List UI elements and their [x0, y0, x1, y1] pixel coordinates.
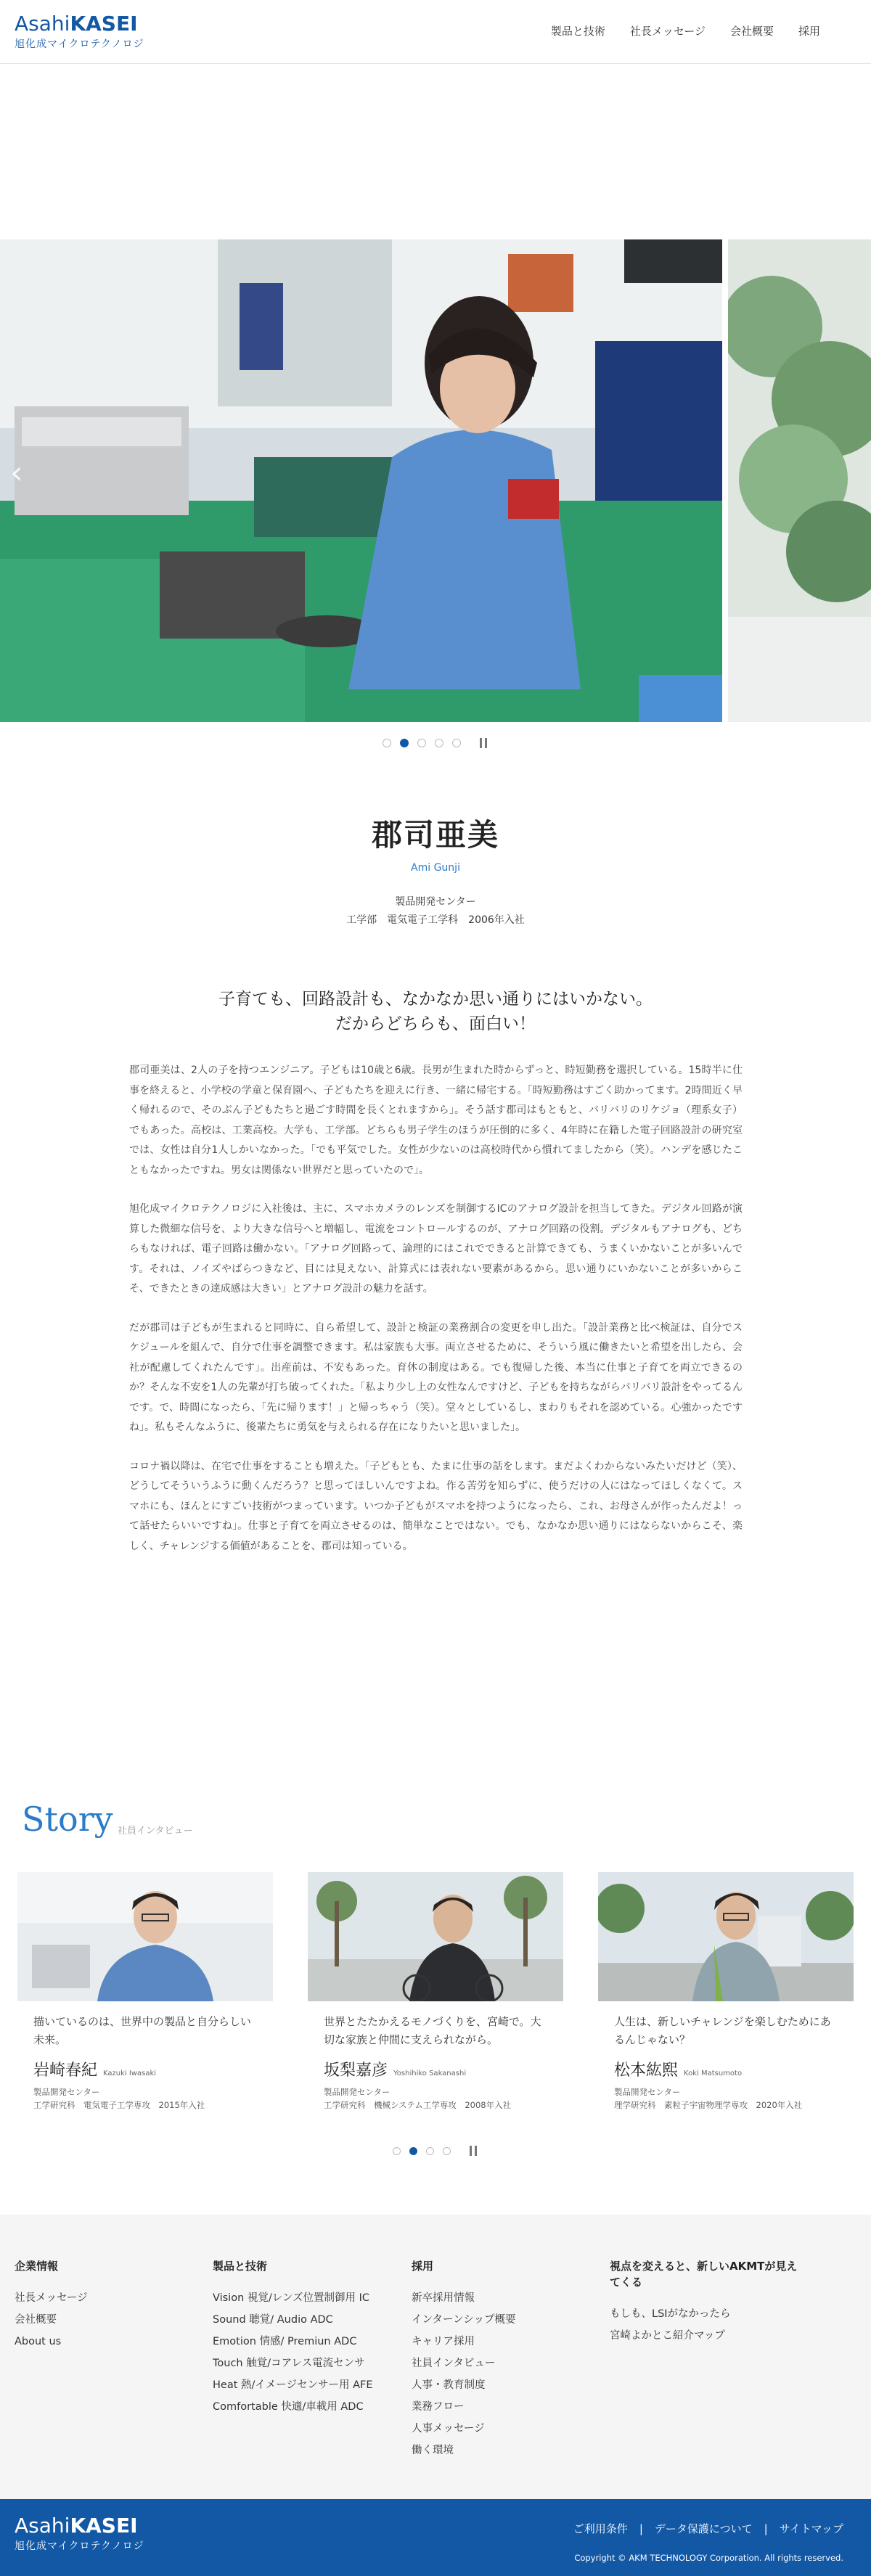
hero-photo-illustration	[0, 239, 722, 722]
site-footer	[0, 2215, 871, 2499]
article-paragraph: だが郡司は子どもが生まれると同時に、自ら希望して、設計と検証の業務割合の変更を申し出た。「設計業務と比べ検証は、自分でスケジュールを組んで、自分で仕事を調整できます。私は家族も大事。両立させるために、そういう風に働きたいと希望を出したら、会社が配慮してくれたんです」。出産前は、不安もあった。育休の制度はある。でも復帰した後、本当に仕事と子育てを両立できるのか？そんな不安を1人の先輩が打ち破ってくれた。「私より少し上の女性なんですけど、子どもを持ちながらバリバリ設計をやってるんです。で、時間になったら、「先に帰ります！」と帰っちゃう（笑）。堂々としているし、まわりもそれを認めている。心強かったですね」。私もそんなふうに、後輩たちに勇気を与えられる存在になりたいと思いました」。	[129, 1321, 743, 1433]
footer-link[interactable]: 人事・教育制度	[412, 2379, 486, 2391]
story-photo-illustration	[17, 1872, 273, 2001]
footer-column-products	[213, 2258, 401, 2418]
interview-article	[129, 1061, 743, 1575]
story-person-name: 岩崎春紀 Kazuki Iwasaki	[33, 2062, 157, 2080]
story-person-career: 工学研究科 機械システム工学専攻 2008年入社	[324, 2100, 512, 2110]
link-separator: |	[764, 2522, 768, 2535]
hero-dot-4[interactable]	[435, 739, 443, 747]
story-person-name: 松本紘熙 Koki Matsumoto	[614, 2062, 743, 2080]
sitemap-link[interactable]: サイトマップ	[779, 2522, 843, 2535]
footer-heading: 製品と技術	[213, 2260, 268, 2273]
story-photo	[308, 1872, 563, 2001]
link-separator: |	[639, 2522, 643, 2535]
pause-icon[interactable]	[468, 2146, 478, 2156]
nav-company-overview[interactable]: 会社概要	[729, 25, 774, 38]
story-person-career: 理学研究科 素粒子宇宙物理学専攻 2020年入社	[614, 2100, 803, 2110]
global-nav	[551, 23, 820, 38]
lead-line-1: 子育ても、回路設計も、なかなか思い通りにはいかない。	[218, 990, 653, 1009]
privacy-link[interactable]: データ保護について	[654, 2522, 753, 2535]
footer-link[interactable]: Emotion 情感/ Premiun ADC	[213, 2336, 357, 2347]
nav-president-message[interactable]: 社長メッセージ	[629, 25, 706, 38]
carousel-prev-arrow[interactable]: ‹	[10, 454, 23, 491]
hero-pagination	[0, 734, 871, 752]
hero-photo-engineer	[0, 239, 722, 722]
footer-heading: 視点を変えると、新しいAKMTが見えてくる	[610, 2260, 798, 2289]
footer-logo[interactable]	[15, 2515, 144, 2553]
footer-heading: 採用	[412, 2260, 434, 2273]
story-dot-4[interactable]	[443, 2147, 451, 2155]
copyright: Copyright © AKM TECHNOLOGY Corporation. All rights reserved.	[574, 2553, 843, 2563]
hero-photo-next[interactable]	[728, 239, 871, 722]
story-card-matsumoto[interactable]	[598, 1872, 854, 2141]
story-person-department: 製品開発センター	[33, 2087, 100, 2097]
story-card-sakanashi[interactable]	[308, 1872, 563, 2141]
footer-link[interactable]: 人事メッセージ	[412, 2423, 485, 2435]
footer-link[interactable]: 社長メッセージ	[15, 2292, 88, 2304]
story-photo	[598, 1872, 854, 2001]
logo-subtitle: 旭化成マイクロテクノロジ	[15, 38, 144, 50]
footer-column-perspective	[610, 2258, 798, 2347]
footer-link[interactable]: Sound 聴覚/ Audio ADC	[213, 2314, 333, 2326]
story-dot-2[interactable]	[409, 2147, 417, 2155]
story-heading: Story	[22, 1800, 113, 1839]
logo-subtitle: 旭化成マイクロテクノロジ	[15, 2540, 144, 2552]
employee-department: 製品開発センター	[395, 896, 476, 908]
footer-link[interactable]: Heat 熱/イメージセンサー用 AFE	[213, 2379, 373, 2391]
footer-legal-links	[573, 2521, 843, 2536]
footer-link[interactable]: 社員インタビュー	[412, 2358, 496, 2369]
pause-icon[interactable]	[478, 738, 488, 748]
footer-link[interactable]: インターンシップ概要	[412, 2314, 516, 2326]
story-person-career: 工学研究科 電気電子工学専攻 2015年入社	[33, 2100, 205, 2110]
footer-link[interactable]: キャリア採用	[412, 2336, 475, 2347]
story-pagination	[0, 2144, 871, 2158]
story-person-department: 製品開発センター	[324, 2087, 390, 2097]
nav-recruit[interactable]: 採用	[798, 25, 820, 38]
footer-link[interactable]: Comfortable 快適/車載用 ADC	[213, 2401, 364, 2413]
footer-link[interactable]: Vision 視覚/レンズ位置制御用 IC	[213, 2292, 369, 2304]
story-person-department: 製品開発センター	[614, 2087, 681, 2097]
story-carousel	[17, 1872, 871, 2141]
article-paragraph: コロナ禍以降は、在宅で仕事をすることも増えた。「子どもとも、たまに仕事の話をします。まだよくわからないみたいだけど（笑）、どうしてそういうふうに動くんだろう？と思ってほしいんですよね。作る苦労を知らずに、使うだけの人にはなってほしくなくて。スマホにも、ほんとにすごい技術がつまっています。いつか子どもがスマホを持つようになったら、これ、お母さんが作ったんだよ！って話せたらいいですね」。仕事と子育てを両立させるのは、簡単なことではない。でも、なかなか思い通りにはならないからこそ、楽しく、チャレンジする価値があることを、郡司は知っている。	[129, 1460, 743, 1552]
article-paragraph: 郡司亜美は、2人の子を持つエンジニア。子どもは10歳と6歳。長男が生まれた時からずっと、時短勤務を選択している。15時半に仕事を終えると、小学校の学童と保育園へ、子どもたちを迎えに行き、一緒に帰宅する。「時短勤務はすごく助かってます。2時間近く早く帰れるので、そのぶん子どもたちと過ごす時間を長くとれますから」。そう話す郡司はもともと、バリバリのリケジョ（理系女子）でもあった。高校は、工業高校。大学も、工学部。どちらも男子学生のほうが圧倒的に多く、4年時に在籍した電子回路設計の研究室では、女性は自分1人しかいなかった。「でも平気でした。女性が少ないのは高校時代から慣れてましたから（笑）。ハンデを感じたこともなかったですね。男女は関係ない世界だと思っていたので」。	[129, 1065, 743, 1176]
story-quote: 描いているのは、世界中の製品と自分らしい未来。	[33, 2015, 252, 2046]
hero-dot-2[interactable]	[400, 739, 409, 747]
employee-name: 郡司亜美	[371, 817, 499, 853]
footer-link[interactable]: 新卒採用情報	[412, 2292, 475, 2304]
company-logo[interactable]	[15, 13, 167, 52]
site-header	[0, 0, 871, 64]
story-dot-1[interactable]	[393, 2147, 401, 2155]
story-subheading: 社員インタビュー	[118, 1826, 193, 1837]
story-photo-illustration	[598, 1872, 854, 2001]
story-photo-illustration	[308, 1872, 563, 2001]
story-quote: 世界とたたかえるモノづくりを、宮崎で。大切な家族と仲間に支えられながら。	[324, 2015, 541, 2046]
footer-link[interactable]: 業務フロー	[412, 2401, 465, 2413]
employee-name-en: Ami Gunji	[411, 862, 460, 874]
hero-dot-3[interactable]	[417, 739, 426, 747]
footer-bottom-bar	[0, 2499, 871, 2576]
footer-link[interactable]: もしも、LSIがなかったら	[610, 2308, 731, 2320]
logo-wordmark: AsahiKASEI	[15, 12, 138, 36]
interview-lead	[0, 987, 871, 1036]
footer-link[interactable]: 会社概要	[15, 2314, 57, 2326]
logo-wordmark: AsahiKASEI	[15, 2514, 138, 2538]
nav-products[interactable]: 製品と技術	[550, 25, 605, 38]
story-card-iwasaki[interactable]	[17, 1872, 273, 2141]
article-paragraph: 旭化成マイクロテクノロジに入社後は、主に、スマホカメラのレンズを制御するICのアナログ設計を担当してきた。デジタル回路が演算した微細な信号を、より大きな信号へと増幅し、電流をコントロールするのが、アナログ回路の役割。デジタルもアナログも、どちらもなければ、電子回路は働かない。「アナログ回路って、論理的にはこれでできると計算できても、うまくいかないことが多いんです。それは、ノイズやばらつきなど、目には見えない、計算式には表れない要素があるから。思い通りにいかないことが多いからこそ、できたときの達成感は大きい」とアナログ設計の魅力を話す。	[129, 1203, 743, 1295]
footer-link[interactable]: Touch 触覚/コアレス電流センサ	[213, 2358, 365, 2369]
terms-link[interactable]: ご利用条件	[573, 2522, 628, 2535]
hero-dot-5[interactable]	[452, 739, 461, 747]
footer-heading: 企業情報	[15, 2260, 59, 2273]
hero-dot-1[interactable]	[383, 739, 391, 747]
footer-link[interactable]: About us	[15, 2336, 62, 2347]
story-photo	[17, 1872, 273, 2001]
footer-column-company	[15, 2258, 189, 2353]
employee-career: 工学部 電気電子工学科 2006年入社	[346, 914, 525, 926]
hero-carousel	[0, 239, 871, 722]
footer-link[interactable]: 宮崎よかとこ紹介マップ	[610, 2330, 725, 2342]
lead-line-2: だからどちらも、面白い！	[335, 1014, 536, 1033]
story-dot-3[interactable]	[426, 2147, 434, 2155]
hero-next-illustration	[728, 239, 871, 722]
story-person-name: 坂梨嘉彦 Yoshihiko Sakanashi	[324, 2062, 467, 2080]
story-quote: 人生は、新しいチャレンジを楽しむためにあるんじゃない？	[614, 2015, 831, 2046]
footer-link[interactable]: 働く環境	[412, 2445, 454, 2456]
footer-column-recruit	[412, 2258, 586, 2461]
